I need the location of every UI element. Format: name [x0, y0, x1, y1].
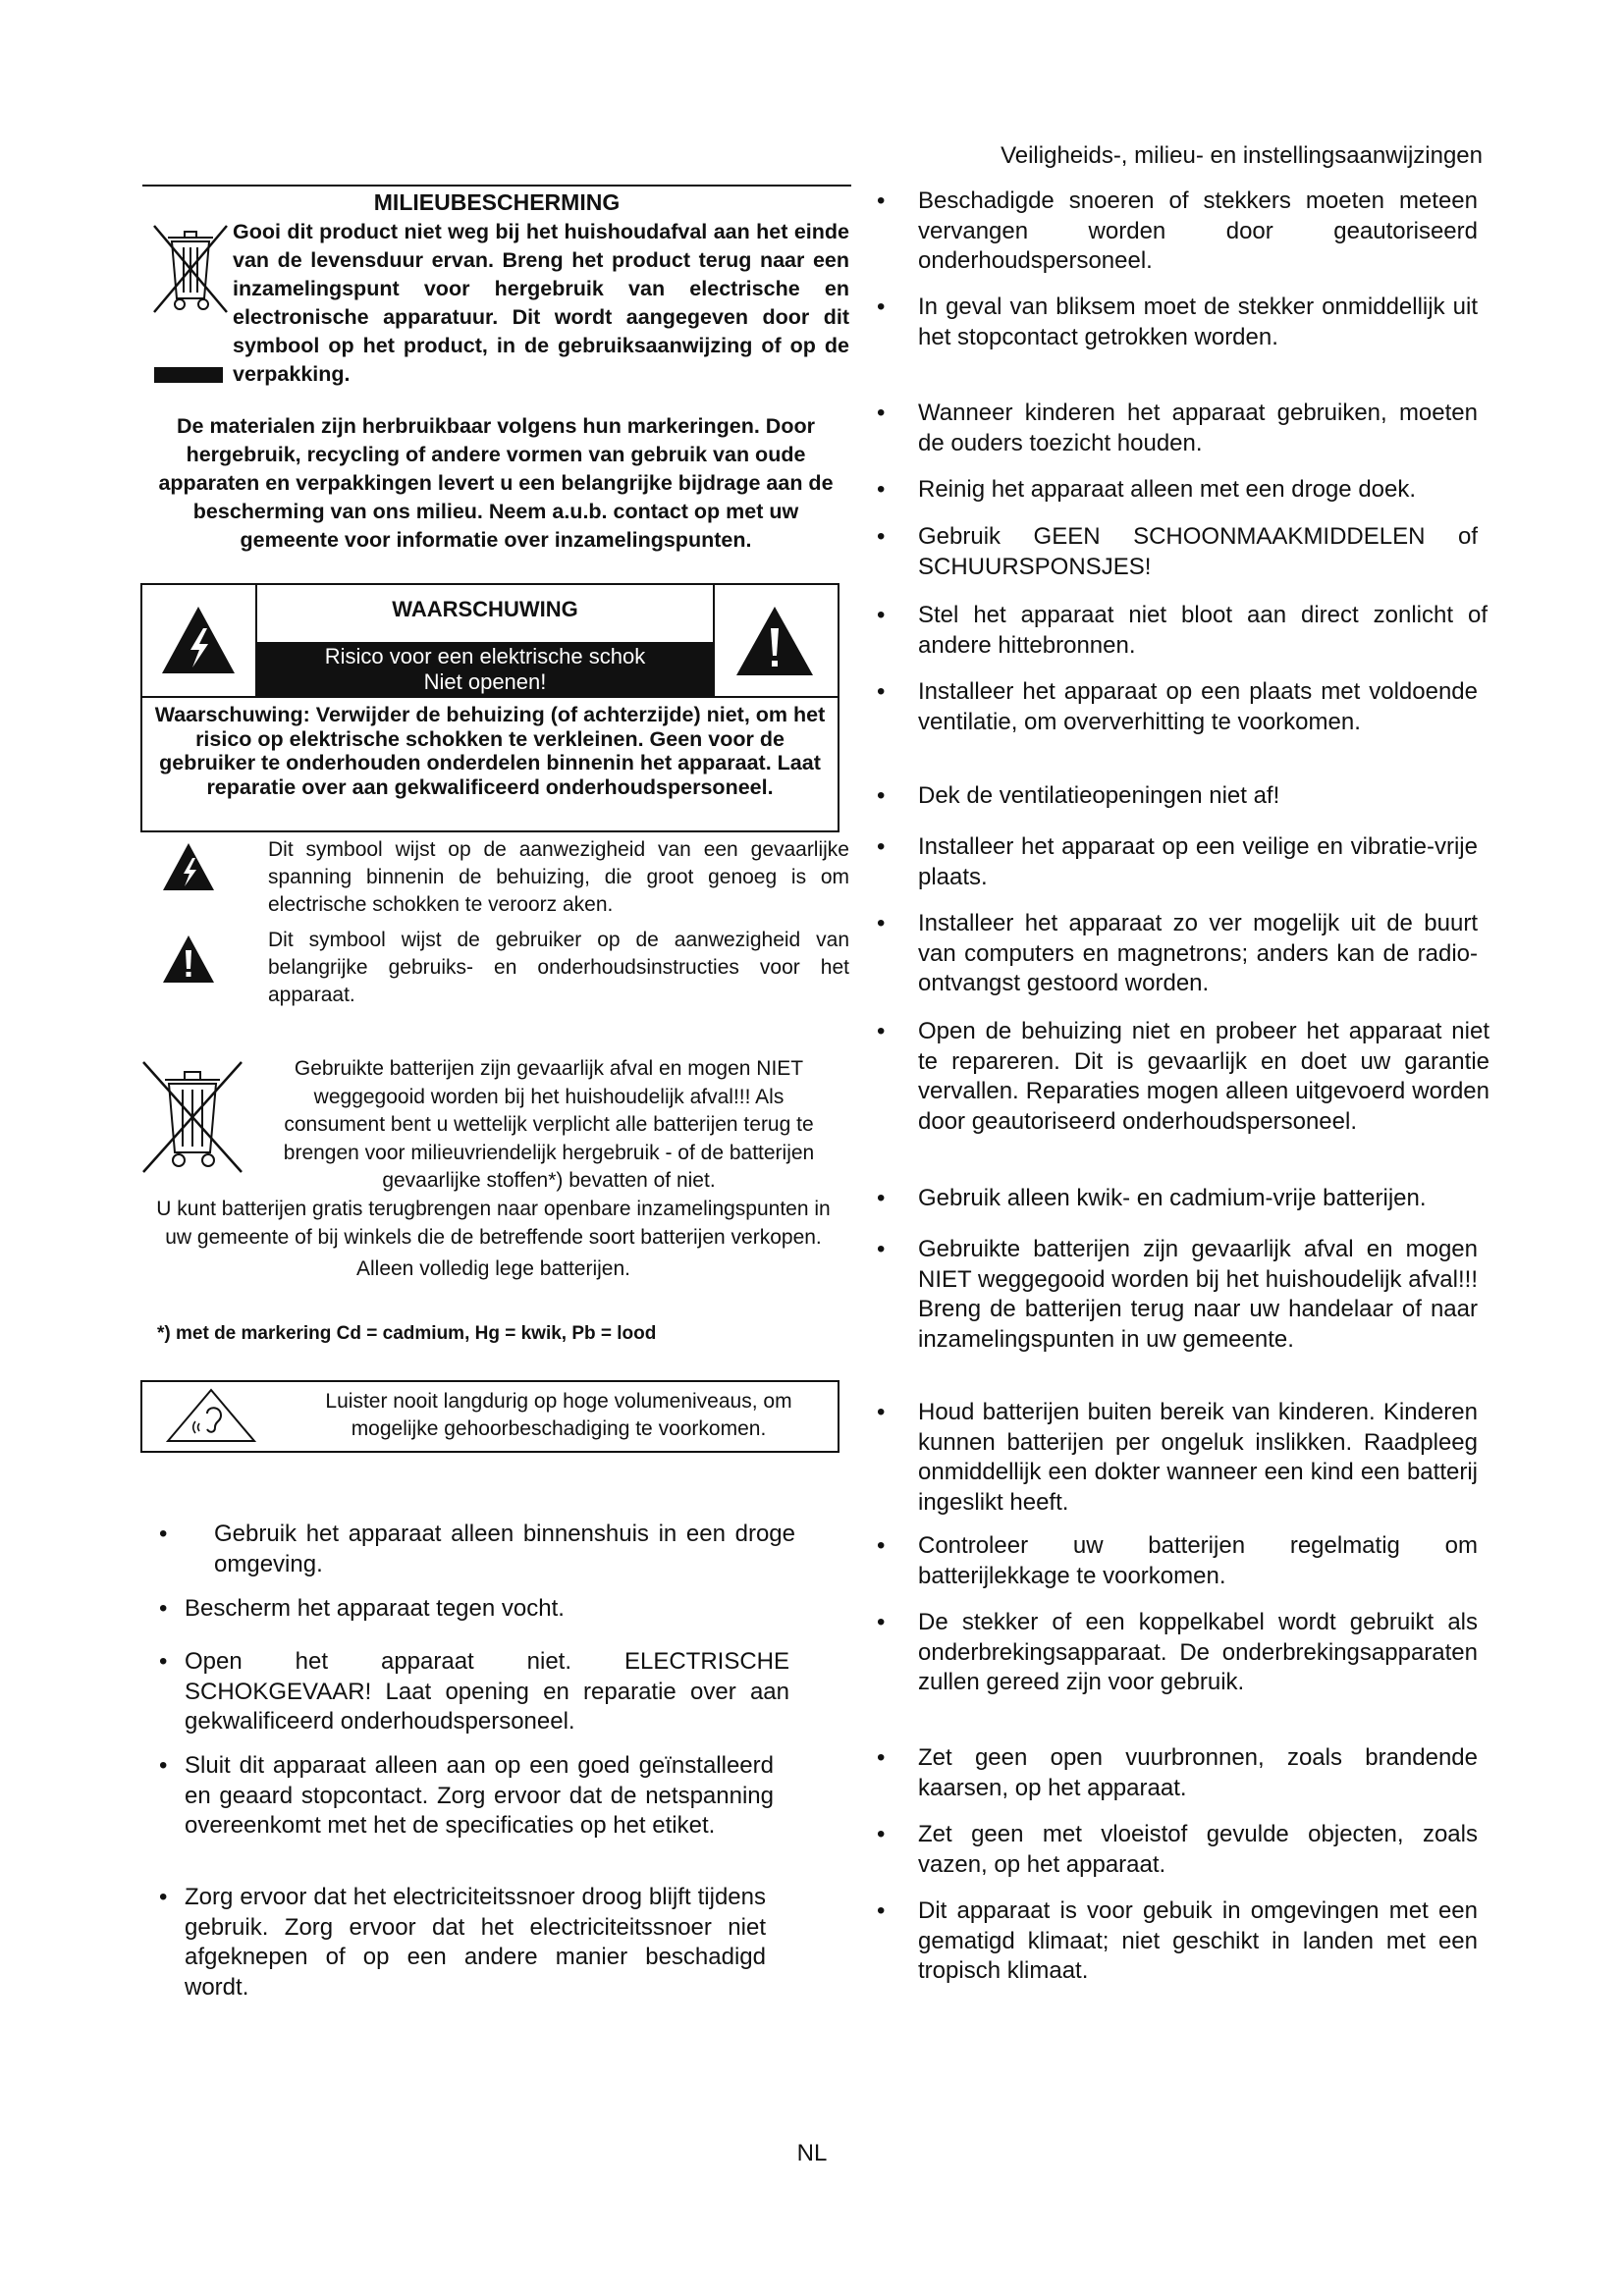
left-bullet-text: Sluit dit apparaat alleen aan op een goed geïnstalleerd en geaard stopcontact. Zorg ervoor dat de netspanning overeenkomt met het de specificaties op het etiket.	[185, 1752, 774, 1839]
battery-empty-text: Alleen volledig lege batterijen.	[355, 1257, 631, 1280]
right-bullet-text: Open de behuizing niet en probeer het apparaat niet te repareren. Dit is gevaarlijk en doet uw garantie vervallen. Reparaties mogen alleen uitgevoerd worden door geautoriseerd onderhoudspersoneel.	[918, 1018, 1489, 1135]
bullet-dot: •	[877, 910, 886, 936]
bullet-dot: •	[877, 1897, 886, 1924]
right-bullet-text: Zet geen open vuurbronnen, zoals brandende kaarsen, op het apparaat.	[918, 1744, 1478, 1801]
lightning-symbol-text: Dit symbool wijst op de aanwezigheid van een gevaarlijke spanning binnenin de behuizing, die groot genoeg is om electrische schokken te veroorz aken.	[268, 838, 849, 916]
bullet-dot: •	[877, 833, 886, 860]
crossed-bin-icon	[150, 222, 231, 316]
hearing-warning-box	[140, 1380, 839, 1453]
battery-footnote: *) met de markering Cd = cadmium, Hg = kwik, Pb = lood	[157, 1323, 657, 1344]
weee-bar-marking	[154, 367, 223, 383]
milieu-text: Gooi dit product niet weg bij het huishoudafval aan het einde van de levensduur ervan. Breng het product terug naar een inzamelingspunt voor hergebruik van electrische en electronische apparatuur. Dit wordt aangegeven door dit symbool op het product, in de gebruiksaanwijzing of op de verpakking.	[233, 220, 849, 386]
right-bullet-text: Gebruik alleen kwik- en cadmium-vrije batterijen.	[918, 1185, 1427, 1211]
bullet-dot: •	[877, 400, 886, 426]
exclamation-symbol-text: Dit symbool wijst de gebruiker op de aanwezigheid van belangrijke gebruiks- en onderhoudsinstructies voor het apparaat.	[268, 929, 849, 1006]
bullet-dot: •	[159, 1884, 168, 1910]
lightning-symbol-row	[142, 836, 849, 925]
warning-right-cell	[713, 585, 838, 696]
left-bullet-text: Bescherm het apparaat tegen vocht.	[185, 1595, 565, 1622]
right-bullet-text: De stekker of een koppelkabel wordt gebruikt als onderbrekingsapparaat. De onderbrekingsapparaten zullen gereed zijn voor gebruik.	[918, 1609, 1478, 1695]
bullet-dot: •	[159, 1595, 168, 1622]
left-bullet-text: Open het apparaat niet. ELECTRISCHE SCHOKGEVAAR! Laat opening en reparatie over aan gekwalificeerd onderhoudspersoneel.	[185, 1648, 789, 1735]
bullet-dot: •	[877, 1532, 886, 1559]
milieu-text-recycling: De materialen zijn herbruikbaar volgens hun markeringen. Door hergebruik, recycling of andere vormen van gebruik van oude apparaten en verpakkingen levert u een belangrijke bijdrage aan de bescherming van ons milieu. Neem a.u.b. contact op met uw gemeente voor informatie over inzamelingspunten.	[158, 414, 834, 552]
right-bullet-text: Installeer het apparaat op een plaats met voldoende ventilatie, om oververhitting te voorkomen.	[918, 678, 1478, 735]
right-bullet-text: Installeer het apparaat zo ver mogelijk uit de buurt van computers en magnetrons; anders kan de radio-ontvangst gestoord worden.	[918, 910, 1478, 996]
warning-box	[140, 583, 839, 832]
right-bullet-text: Stel het apparaat niet bloot aan direct zonlicht of andere hittebronnen.	[918, 602, 1488, 659]
warning-banner-line1: Risico voor een elektrische schok	[324, 644, 646, 668]
bullet-dot: •	[877, 523, 886, 550]
warning-black-banner	[257, 642, 713, 696]
bullet-dot: •	[877, 1236, 886, 1262]
bullet-dot: •	[877, 1185, 886, 1211]
left-bullet-text: Zorg ervoor dat het electriciteitssnoer droog blijft tijdens gebruik. Zorg ervoor dat het electriciteitssnoer niet afgeknepen of op een andere manier beschadigd wordt.	[185, 1884, 766, 2001]
bullet-dot: •	[877, 782, 886, 809]
right-bullet-text: Houd batterijen buiten bereik van kinderen. Kinderen kunnen batterijen per ongeluk inslikken. Raadpleeg onmiddellijk een dokter wanneer een kind een batterij ingeslikt heeft.	[918, 1399, 1478, 1516]
lightning-triangle-icon	[160, 605, 237, 675]
bullet-dot: •	[877, 678, 886, 705]
exclamation-triangle-icon	[162, 934, 215, 984]
right-bullet-text: Zet geen met vloeistof gevulde objecten, zoals vazen, op het apparaat.	[918, 1821, 1478, 1878]
bullet-dot: •	[159, 1521, 168, 1547]
right-bullet-text: Dek de ventilatieopeningen niet af!	[918, 782, 1280, 809]
exclamation-symbol-row	[142, 927, 849, 1015]
bullet-dot: •	[877, 1609, 886, 1635]
milieu-section	[142, 185, 851, 555]
right-bullet-text: Reinig het apparaat alleen met een droge doek.	[918, 476, 1417, 503]
bullet-dot: •	[877, 1821, 886, 1847]
exclamation-triangle-icon	[734, 605, 815, 677]
crossed-battery-bin-icon	[139, 1058, 245, 1176]
page-language-label: NL	[796, 2140, 828, 2166]
right-bullet-text: Gebruik GEEN SCHOONMAAKMIDDELEN of SCHUURSPONSJES!	[918, 523, 1478, 580]
right-bullet-text: Gebruikte batterijen zijn gevaarlijk afval en mogen NIET weggegooid worden bij het huishoudelijk afval!!! Breng de batterijen terug naar uw handelaar of naar inzamelingspunten in uw gemeente.	[918, 1236, 1478, 1353]
right-bullet-text: In geval van bliksem moet de stekker onmiddellijk uit het stopcontact getrokken worden.	[918, 294, 1478, 350]
right-bullet-text: Controleer uw batterijen regelmatig om batterijlekkage te voorkomen.	[918, 1532, 1478, 1589]
bullet-dot: •	[877, 1399, 886, 1425]
lightning-triangle-icon	[162, 842, 215, 891]
section-header: Veiligheids-, milieu- en instellingsaanwijzingen	[1001, 142, 1483, 169]
warning-banner-line2: Niet openen!	[423, 669, 547, 694]
milieu-row	[142, 216, 851, 412]
warning-left-cell	[142, 585, 257, 696]
left-bullet-text: Gebruik het apparaat alleen binnenshuis in een droge omgeving.	[214, 1521, 795, 1577]
right-bullet-text: Installeer het apparaat op een veilige en vibratie-vrije plaats.	[918, 833, 1478, 890]
warning-text: Waarschuwing: Verwijder de behuizing (of achterzijde) niet, om het risico op elektrische schokken te verkleinen. Geen voor de gebruiker te onderhouden onderdelen binnenin het apparaat. Laat reparatie over aan gekwalificeerd onderhoudspersoneel.	[154, 703, 826, 799]
bullet-dot: •	[159, 1752, 168, 1779]
battery-return-text: U kunt batterijen gratis terugbrengen naar openbare inzamelingspunten in uw gemeente of bij winkels die de betreffende soort batterijen verkopen.	[156, 1198, 831, 1249]
warning-title: WAARSCHUWING	[392, 597, 578, 621]
battery-text: Gebruikte batterijen zijn gevaarlijk afval en mogen NIET weggegooid worden bij het huishoudelijk afval!!! Als consument bent u wettelijk verplicht alle batterijen terug te brengen voor milieuvriendelijk hergebruik - of de batterijen gevaarlijke stoffen*) bevatten of niet.	[283, 1057, 815, 1192]
bullet-dot: •	[877, 294, 886, 320]
hearing-warning-text: Luister nooit langdurig op hoge volumeniveaus, om mogelijke gehoorbeschadiging te voorkomen.	[325, 1390, 792, 1440]
battery-text-return	[142, 1196, 844, 1284]
hearing-damage-icon	[166, 1388, 256, 1443]
bullet-dot: •	[877, 1744, 886, 1771]
right-bullet-text: Beschadigde snoeren of stekkers moeten meteen vervangen worden door geautoriseerd onderhoudspersoneel.	[918, 187, 1478, 274]
right-bullet-text: Dit apparaat is voor gebuik in omgevingen met een gematigd klimaat; niet geschikt in landen met een tropisch klimaat.	[918, 1897, 1478, 1984]
right-bullet-text: Wanneer kinderen het apparaat gebruiken, moeten de ouders toezicht houden.	[918, 400, 1478, 456]
bullet-dot: •	[877, 476, 886, 503]
bullet-dot: •	[877, 1018, 886, 1044]
warning-divider	[142, 696, 838, 698]
milieu-title: MILIEUBESCHERMING	[142, 185, 851, 216]
bullet-dot: •	[877, 602, 886, 628]
bullet-dot: •	[877, 187, 886, 214]
bullet-dot: •	[159, 1648, 168, 1675]
